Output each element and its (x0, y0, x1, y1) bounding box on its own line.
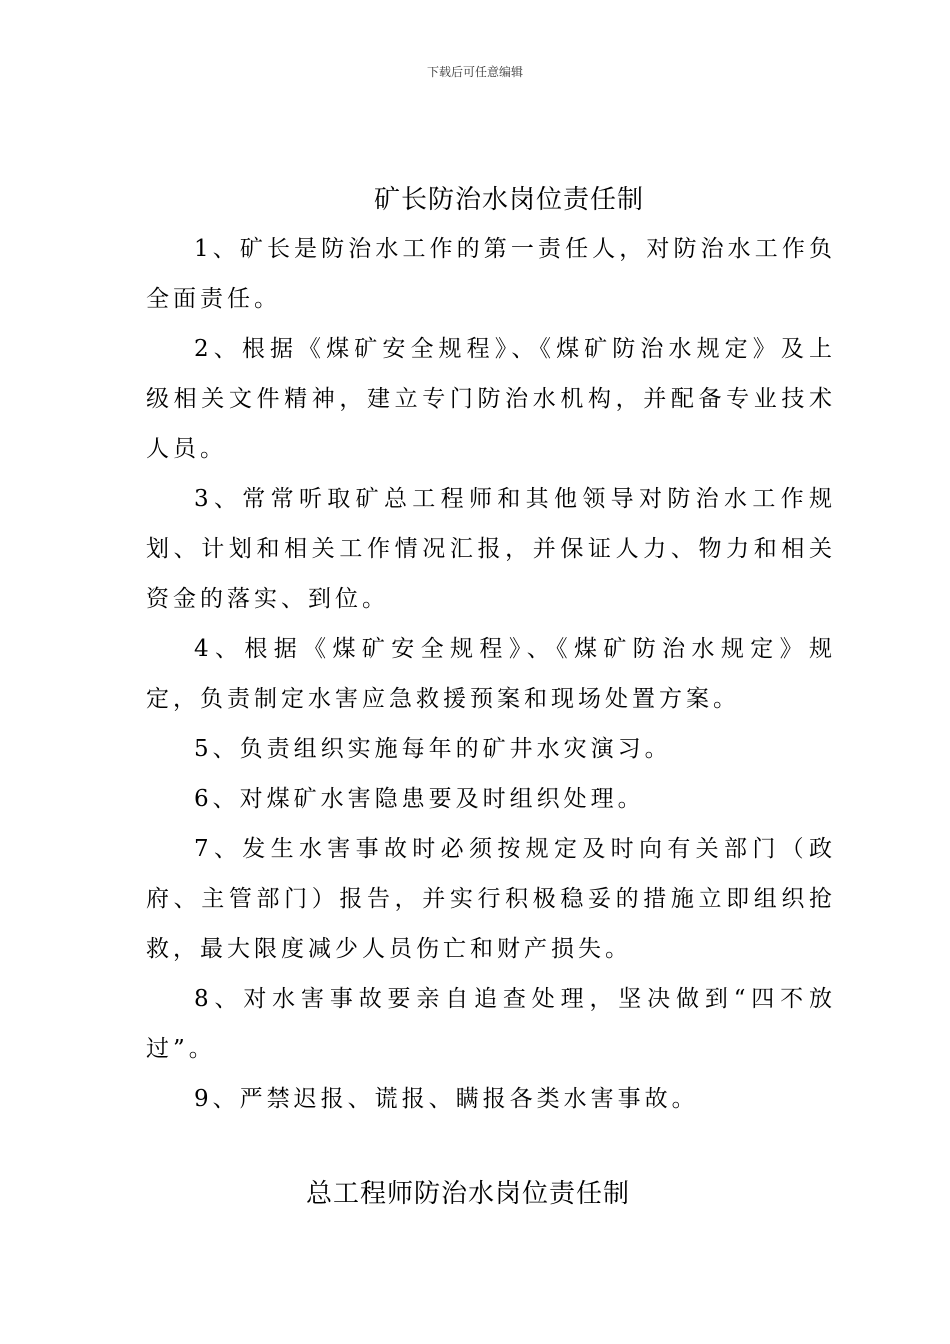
paragraph-item-7: 7、发生水害事故时必须按规定及时向有关部门（政府、主管部门）报告，并实行积极稳妥的措施立即组织抢救，最大限度减少人员伤亡和财产损失。 (146, 836, 836, 962)
paragraph-item-3: 3、常常听取矿总工程师和其他领导对防治水工作规划、计划和相关工作情况汇报，并保证人力、物力和相关资金的落实、到位。 (146, 486, 836, 612)
section-title-mine-director: 矿长防治水岗位责任制 (373, 185, 644, 215)
paragraph-item-6: 6、对煤矿水害隐患要及时组织处理。 (194, 786, 645, 812)
section-title-chief-engineer: 总工程师防治水岗位责任制 (306, 1179, 631, 1209)
paragraph-item-8: 8、对水害事故要亲自追查处理，坚决做到“四不放过”。 (146, 986, 836, 1062)
paragraph-item-2: 2、根据《煤矿安全规程》、《煤矿防治水规定》及上级相关文件精神，建立专门防治水机构，并配备专业技术人员。 (146, 336, 836, 462)
paragraph-item-1: 1、矿长是防治水工作的第一责任人，对防治水工作负全面责任。 (146, 236, 836, 312)
page-header-note: 下载后可任意编辑 (426, 65, 523, 79)
document-body (146, 176, 836, 1218)
paragraph-item-4: 4、根据《煤矿安全规程》、《煤矿防治水规定》规定，负责制定水害应急救援预案和现场处置方案。 (146, 636, 836, 712)
paragraph-item-9: 9、严禁迟报、谎报、瞒报各类水害事故。 (194, 1086, 699, 1112)
paragraph-item-5: 5、负责组织实施每年的矿井水灾演习。 (194, 736, 672, 762)
